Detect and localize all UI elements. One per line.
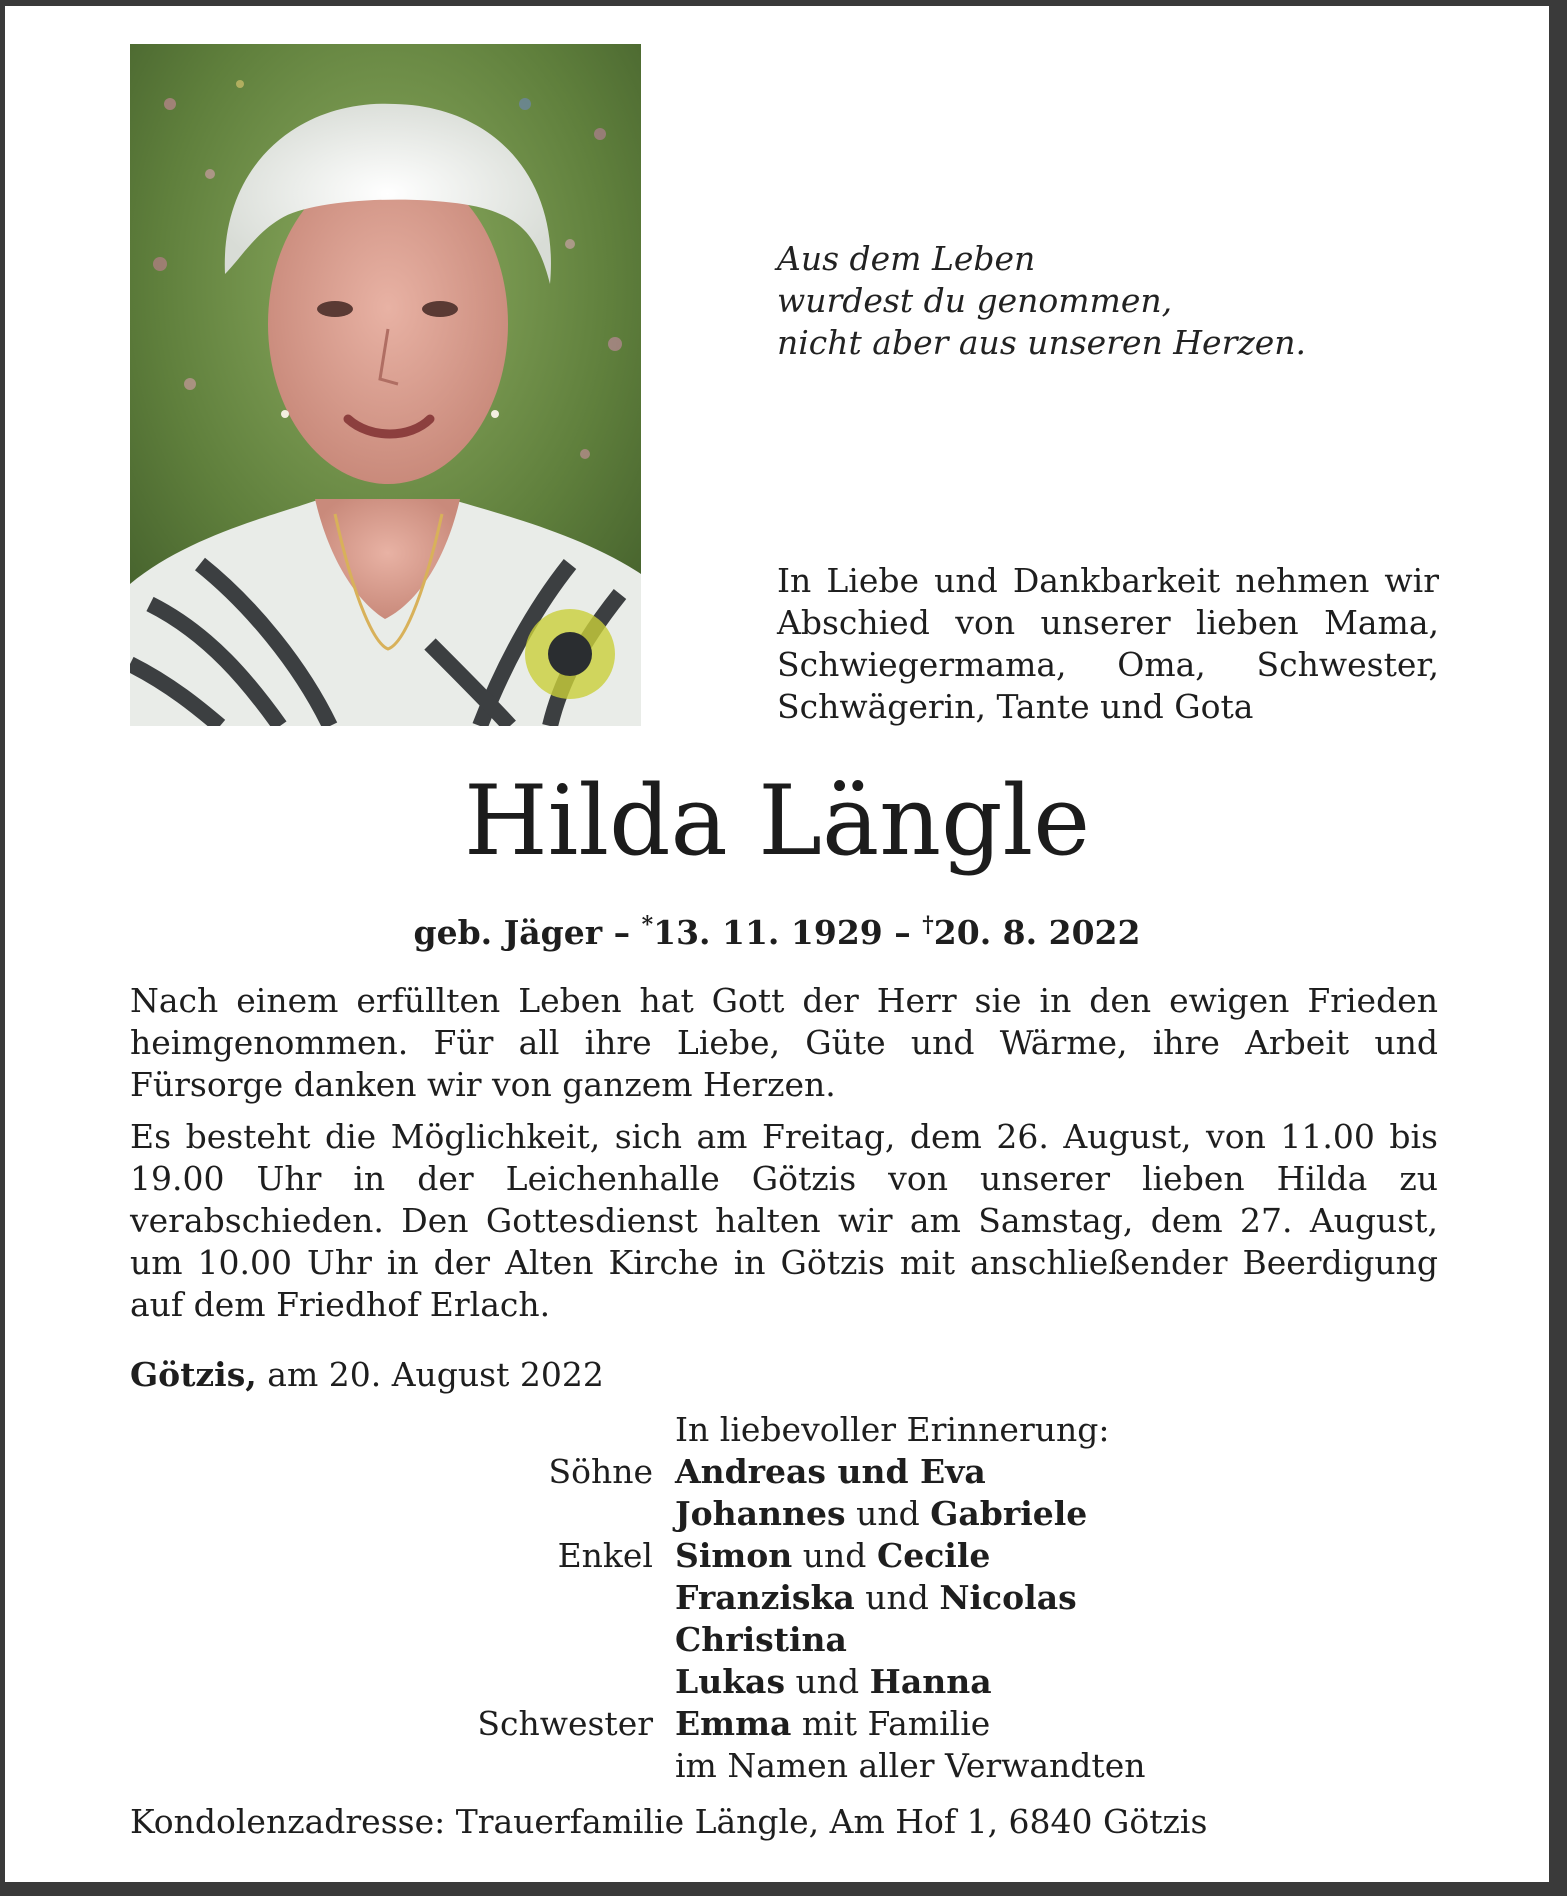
family-member: Christina xyxy=(675,1620,847,1659)
died-mark: † xyxy=(922,912,934,938)
quote-line: Aus dem Leben xyxy=(777,239,1036,278)
family-list xyxy=(305,1409,1455,1787)
family-closing: im Namen aller Verwandten xyxy=(675,1746,1146,1785)
family-member: Emma xyxy=(675,1704,792,1743)
separator: – xyxy=(613,913,631,952)
memorial-quote xyxy=(777,238,1477,364)
quote-line: wurdest du genommen, xyxy=(777,281,1173,320)
paragraph: Es besteht die Möglichkeit, sich am Freitag, dem 26. August, von 11.00 bis 19.00 Uhr in der Leichenhalle Götzis von unserer lieben Hilda zu verabschieden. Den Gottesdienst halten wir am Samstag, dem 27. August, um 10.00 Uhr in der Alten Kirche in Götzis mit anschließender Beerdigung auf dem Friedhof Erlach. xyxy=(130,1117,1438,1324)
town: Götzis, xyxy=(130,1355,257,1394)
family-row xyxy=(305,1577,1455,1619)
family-heading-row xyxy=(305,1409,1455,1451)
family-member: Cecile xyxy=(876,1536,991,1575)
family-row xyxy=(305,1493,1455,1535)
family-row xyxy=(305,1451,1455,1493)
quote-line: nicht aber aus unseren Herzen. xyxy=(777,323,1306,362)
family-closing-row xyxy=(305,1745,1455,1787)
conjunction: und xyxy=(795,1662,860,1701)
family-row xyxy=(305,1703,1455,1745)
family-label: Enkel xyxy=(557,1536,653,1575)
family-member: Lukas xyxy=(675,1662,786,1701)
born-mark: * xyxy=(641,912,654,938)
family-heading: In liebevoller Erinnerung: xyxy=(675,1410,1110,1449)
family-member: Nicolas xyxy=(939,1578,1077,1617)
maiden-name: geb. Jäger xyxy=(413,913,603,952)
condolence-address: Kondolenzadresse: Trauerfamilie Längle, Am Hof 1, 6840 Götzis xyxy=(130,1802,1208,1841)
birth-date: 13. 11. 1929 xyxy=(653,913,883,952)
conjunction: mit Familie xyxy=(801,1704,991,1743)
family-row xyxy=(305,1535,1455,1577)
deceased-name: Hilda Längle xyxy=(463,765,1091,877)
family-member: Simon xyxy=(675,1536,793,1575)
life-dates xyxy=(5,904,1549,954)
obituary-body xyxy=(130,980,1438,1336)
family-member: Johannes xyxy=(675,1494,846,1533)
family-row xyxy=(305,1661,1455,1703)
family-member: Andreas und Eva xyxy=(675,1452,986,1491)
death-date: 20. 8. 2022 xyxy=(933,913,1141,952)
intro-text: In Liebe und Dankbarkeit nehmen wir Abschied von unserer lieben Mama, Schwiegermama, Oma, Schwester, Schwägerin, Tante und Gota xyxy=(777,561,1439,726)
portrait-photo xyxy=(130,44,641,726)
place-and-date xyxy=(130,1354,604,1396)
family-row xyxy=(305,1619,1455,1661)
family-member: Franziska xyxy=(675,1578,855,1617)
family-member: Gabriele xyxy=(930,1494,1088,1533)
separator: – xyxy=(894,913,911,952)
conjunction: und xyxy=(802,1536,867,1575)
conjunction: und xyxy=(865,1578,929,1617)
family-member: Hanna xyxy=(869,1662,992,1701)
conjunction: und xyxy=(856,1494,920,1533)
family-label: Söhne xyxy=(548,1452,653,1491)
obituary-sheet xyxy=(5,6,1549,1882)
paragraph: Nach einem erfüllten Leben hat Gott der Herr sie in den ewigen Frieden heimgenommen. Für all ihre Liebe, Güte und Wärme, ihre Arbeit und Fürsorge danken wir von ganzem Herzen. xyxy=(130,981,1438,1104)
date: am 20. August 2022 xyxy=(267,1355,604,1394)
family-label: Schwester xyxy=(477,1704,653,1743)
